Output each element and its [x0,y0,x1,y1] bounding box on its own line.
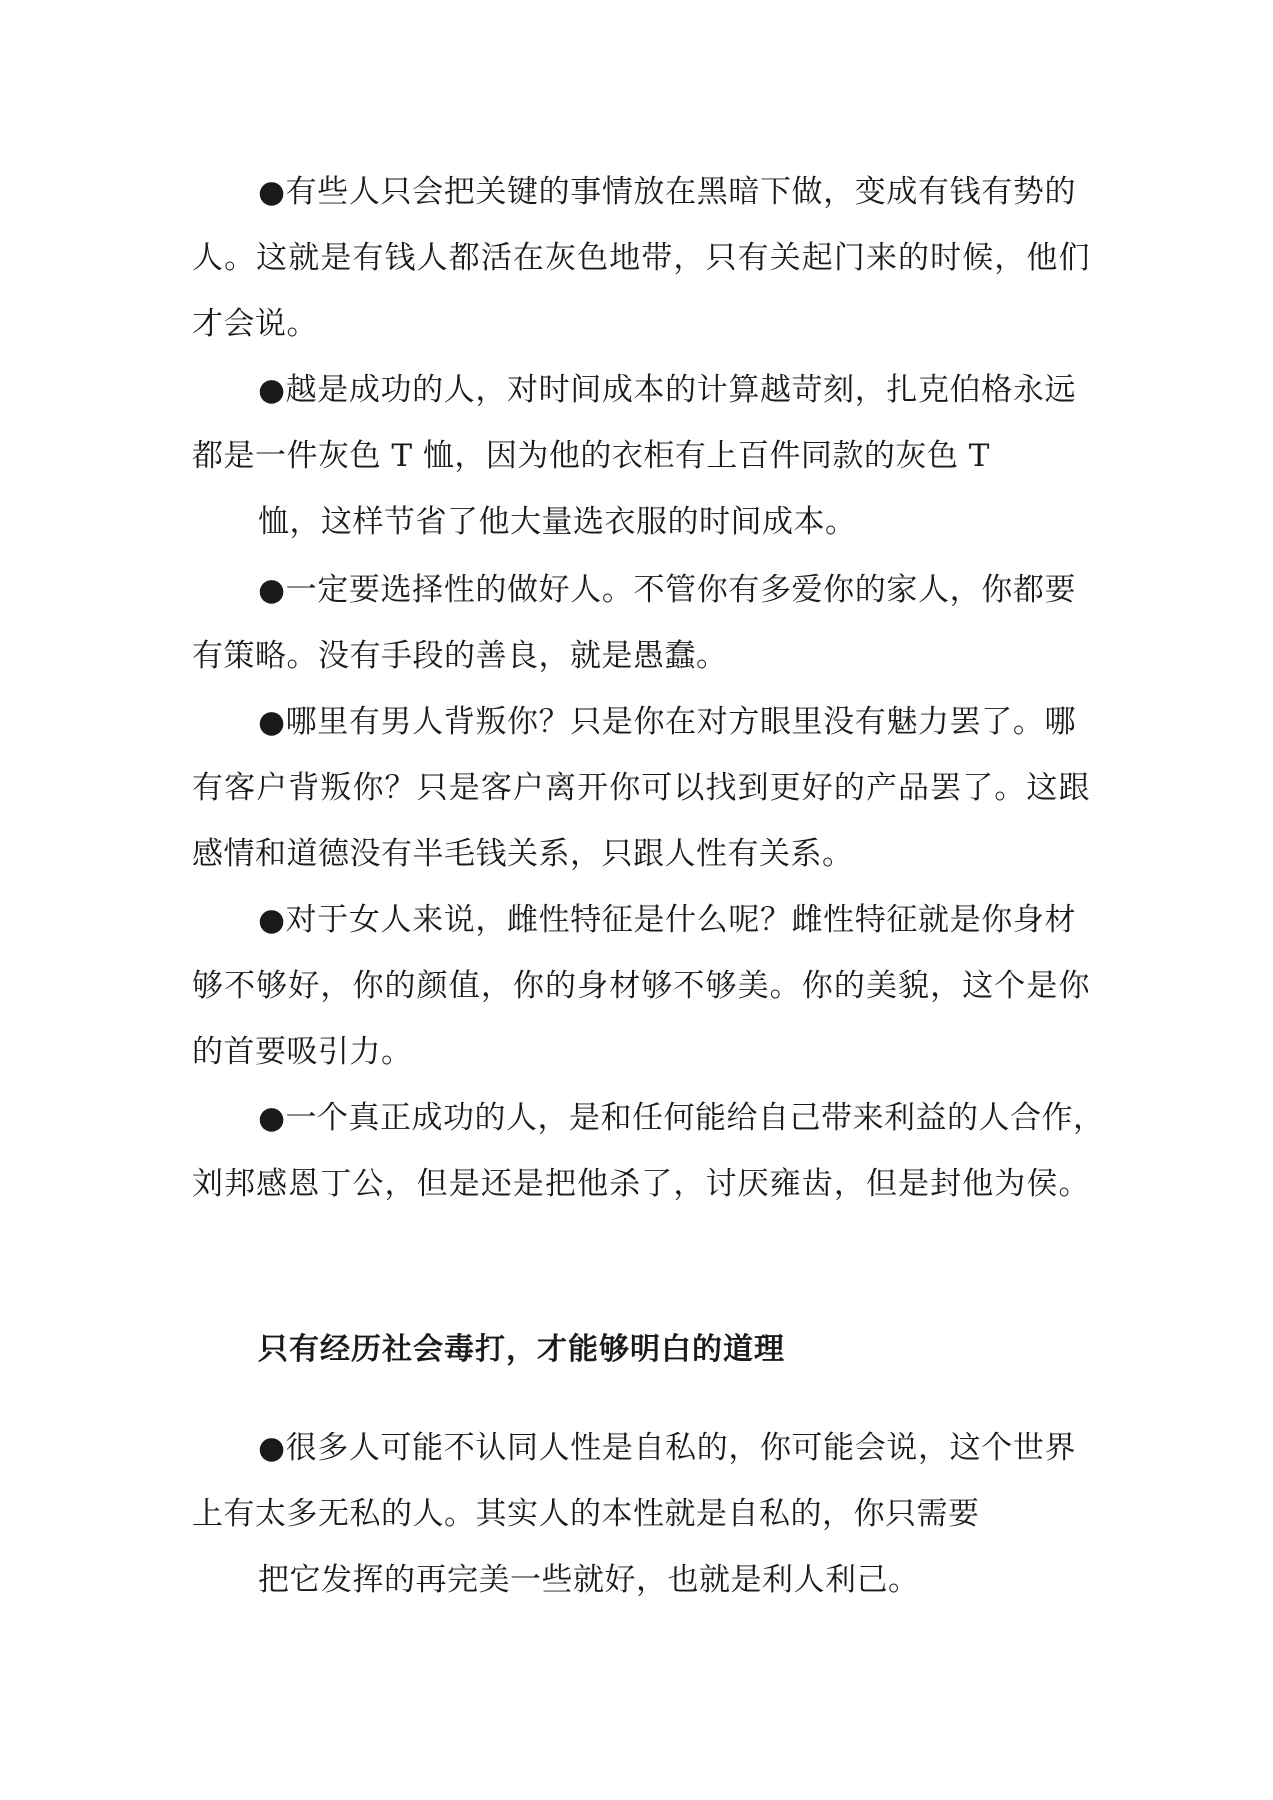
paragraph-5-line-3: 的首要吸引力。 [192,1034,413,1070]
paragraph-5-line-2: 够不够好，你的颜值，你的身材够不够美。你的美貌，这个是你 [192,968,1090,1004]
paragraph-6-line-2: 刘邦感恩丁公，但是还是把他杀了，讨厌雍齿，但是封他为侯。 [192,1166,1090,1202]
paragraph-4-line-1: ●哪里有男人背叛你？只是你在对方眼里没有魅力罢了。哪 [258,704,1076,740]
section-heading: 只有经历社会毒打，才能够明白的道理 [258,1332,785,1367]
paragraph-1-line-3: 才会说。 [192,306,318,342]
paragraph-3-line-2: 有策略。没有手段的善良，就是愚蠢。 [192,638,728,674]
paragraph-2-line-2: 都是一件灰色 T 恤，因为他的衣柜有上百件同款的灰色 T [192,438,990,474]
paragraph-5-line-1: ●对于女人来说，雌性特征是什么呢？雌性特征就是你身材 [258,902,1076,938]
paragraph-1-line-1: ●有些人只会把关键的事情放在黑暗下做，变成有钱有势的 [258,174,1076,210]
paragraph-1-line-2: 人。这就是有钱人都活在灰色地带，只有关起门来的时候，他们 [192,240,1090,276]
paragraph-7-line-2: 上有太多无私的人。其实人的本性就是自私的，你只需要 [192,1496,980,1532]
paragraph-7-line-3: 把它发挥的再完美一些就好，也就是利人利己。 [258,1562,920,1598]
paragraph-4-line-3: 感情和道德没有半毛钱关系，只跟人性有关系。 [192,836,854,872]
paragraph-4-line-2: 有客户背叛你？只是客户离开你可以找到更好的产品罢了。这跟 [192,770,1090,806]
paragraph-3-line-1: ●一定要选择性的做好人。不管你有多爱你的家人，你都要 [258,572,1076,608]
paragraph-2-line-1: ●越是成功的人，对时间成本的计算越苛刻，扎克伯格永远 [258,372,1076,408]
paragraph-7-line-1: ●很多人可能不认同人性是自私的，你可能会说，这个世界 [258,1430,1076,1466]
paragraph-2-line-3: 恤，这样节省了他大量选衣服的时间成本。 [258,504,857,540]
paragraph-6-line-1: ●一个真正成功的人，是和任何能给自己带来利益的人合作， [258,1100,1105,1136]
